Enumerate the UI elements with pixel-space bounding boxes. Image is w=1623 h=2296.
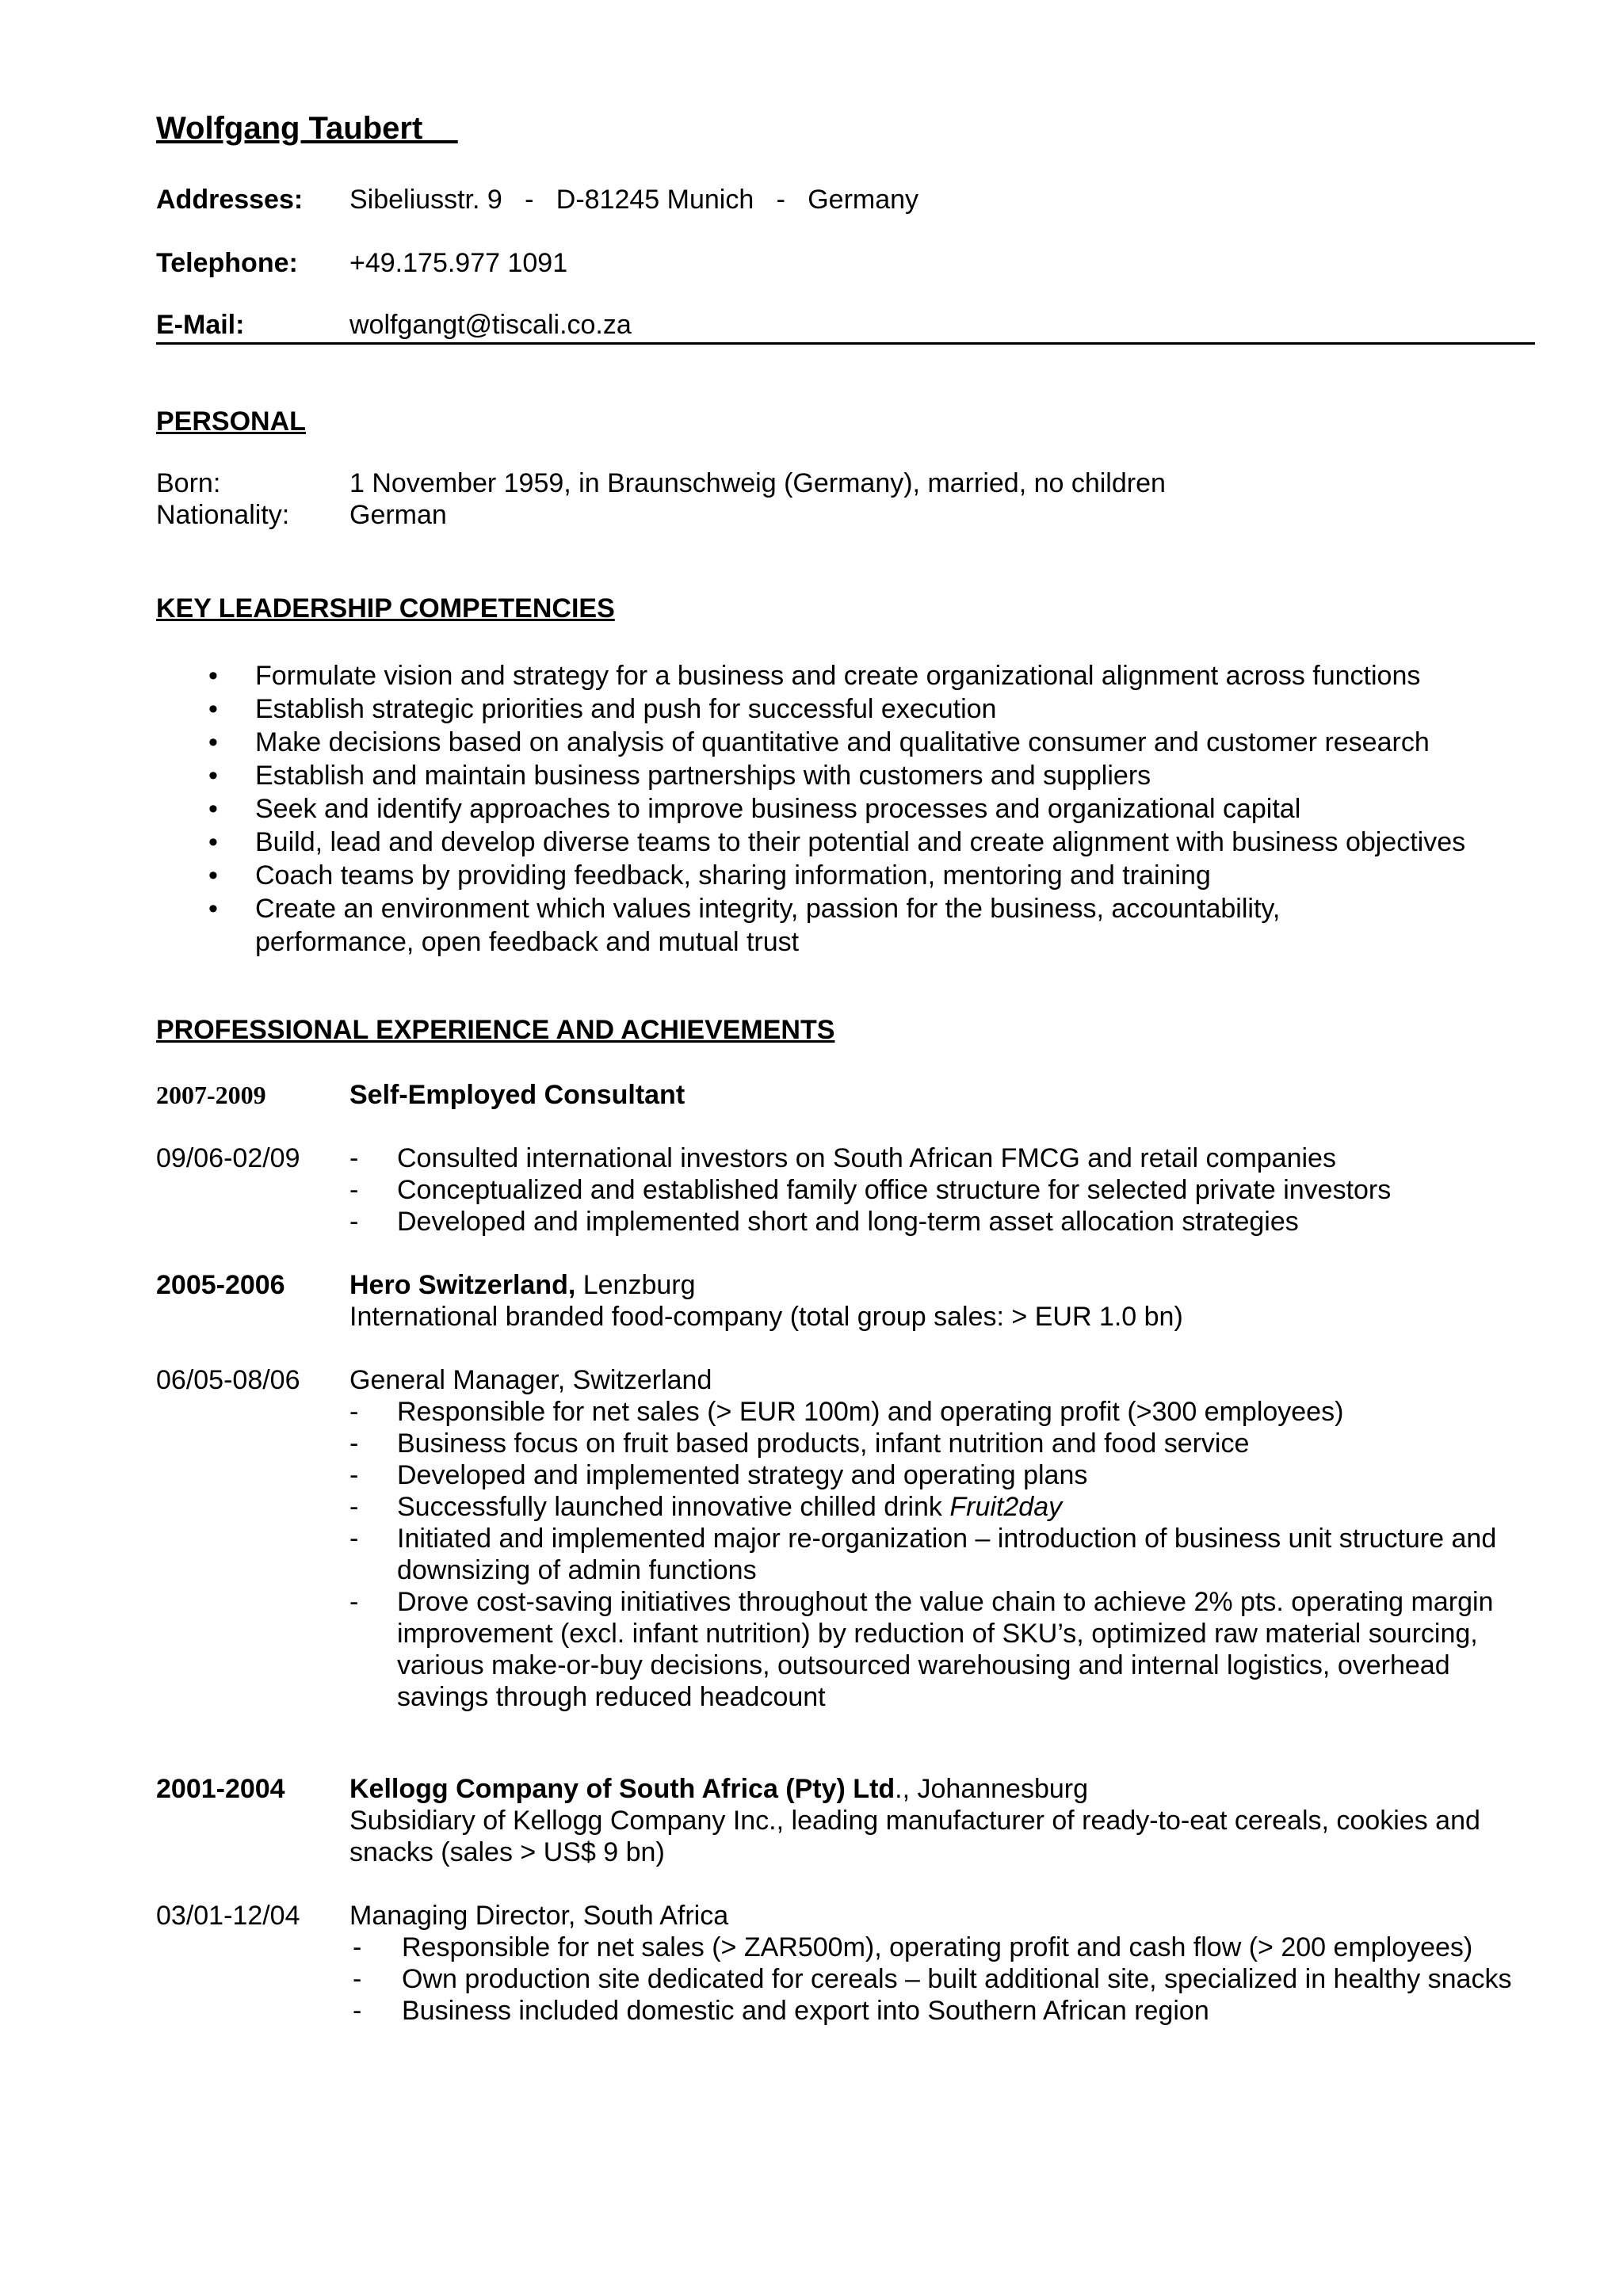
job2-period: 06/05-08/06	[156, 1365, 300, 1395]
telephone-row	[156, 247, 1535, 279]
list-item: • Seek and identify approaches to improve business processes and organizational capital	[208, 794, 1301, 824]
list-item: • Coach teams by providing feedback, sharing information, mentoring and training	[208, 860, 1211, 891]
list-item: • Establish strategic priorities and push for successful execution	[208, 694, 997, 724]
dash-icon: -	[349, 1460, 359, 1490]
address-row	[156, 184, 1535, 215]
list-item: - Initiated and implemented major re-organization – introduction of business unit structure and downsizing of admin functions	[349, 1524, 1497, 1585]
dash-icon: -	[349, 1207, 359, 1237]
job3-role: Managing Director, South Africa	[349, 1901, 729, 1931]
address-label: Addresses:	[156, 185, 304, 215]
dash-icon: -	[349, 1524, 359, 1554]
job2-company: Hero Switzerland,	[349, 1270, 576, 1300]
list-item: - Responsible for net sales (> ZAR500m), operating profit and cash flow (> 200 employees)	[353, 1932, 1473, 1962]
dash-icon: -	[349, 1428, 359, 1459]
nationality-label: Nationality:	[156, 500, 290, 530]
job2-location: Lenzburg	[575, 1270, 696, 1300]
job1-years: 2007-2009	[156, 1081, 266, 1109]
job3-title	[349, 1773, 1088, 1805]
bullet-icon: •	[208, 727, 218, 757]
dash-icon: -	[353, 1964, 362, 1994]
job3-years: 2001-2004	[156, 1774, 285, 1804]
bullet-icon: •	[208, 661, 218, 691]
list-item: - Consulted international investors on South African FMCG and retail companies	[349, 1143, 1336, 1173]
list-item: - Conceptualized and established family office structure for selected private investors	[349, 1175, 1392, 1205]
list-item: - Developed and implemented strategy and operating plans	[349, 1460, 1088, 1490]
list-item: - Responsible for net sales (> EUR 100m) and operating profit (>300 employees)	[349, 1397, 1344, 1427]
job1-list	[349, 1142, 1538, 1238]
job2-list	[349, 1396, 1538, 1713]
competencies-heading: KEY LEADERSHIP COMPETENCIES	[156, 593, 615, 624]
dash-icon: -	[349, 1492, 359, 1522]
list-item: - Drove cost-saving initiatives throughout the value chain to achieve 2% pts. operating margin improvement (excl. infant nutrition) by reduction of SKU’s, optimized raw material sourcing, various make-or-buy decisions, outsourced warehousing and internal logistics, overhead savings through reduced headcount	[349, 1587, 1494, 1712]
list-item: • Formulate vision and strategy for a business and create organizational alignment across functions	[208, 661, 1421, 691]
list-item: • Make decisions based on analysis of quantitative and qualitative consumer and customer research	[208, 727, 1430, 757]
list-item: • Create an environment which values integrity, passion for the business, accountability, performance, open feedback and mutual trust	[208, 894, 1281, 957]
job3-period: 03/01-12/04	[156, 1901, 300, 1931]
job1-title: Self-Employed Consultant	[349, 1080, 685, 1110]
list-item: • Establish and maintain business partnerships with customers and suppliers	[208, 761, 1151, 791]
born-value: 1 November 1959, in Braunschweig (Germany), married, no children	[349, 468, 1166, 498]
born-label: Born:	[156, 468, 221, 498]
dash-icon: -	[353, 1932, 362, 1962]
nationality-row	[156, 499, 1535, 531]
dash-icon: -	[349, 1143, 359, 1173]
list-item: - Business focus on fruit based products, infant nutrition and food service	[349, 1428, 1250, 1459]
bullet-icon: •	[208, 761, 218, 791]
competencies-list	[156, 659, 1535, 959]
list-item: - Successfully launched innovative chilled drink Fruit2day	[349, 1492, 1063, 1522]
job3-list	[349, 1932, 1538, 2027]
bullet-icon: •	[208, 827, 218, 857]
email-label: E-Mail:	[156, 310, 245, 340]
bullet-icon: •	[208, 794, 218, 824]
list-item: • Build, lead and develop diverse teams to their potential and create alignment with business objectives	[208, 827, 1466, 857]
address-value: Sibeliusstr. 9 - D-81245 Munich - Germany	[349, 185, 919, 215]
list-item: - Own production site dedicated for cereals – built additional site, specialized in healthy snacks	[353, 1964, 1512, 1994]
list-item: - Business included domestic and export into Southern African region	[353, 1996, 1209, 2026]
email-value: wolfgangt@tiscali.co.za	[349, 310, 632, 340]
list-item: - Developed and implemented short and long-term asset allocation strategies	[349, 1207, 1299, 1237]
job2-years: 2005-2006	[156, 1270, 285, 1300]
job2-description: International branded food-company (total group sales: > EUR 1.0 bn)	[349, 1302, 1183, 1332]
dash-icon: -	[349, 1175, 359, 1205]
job3-company: Kellogg Company of South Africa (Pty) Ltd	[349, 1774, 896, 1804]
experience-heading: PROFESSIONAL EXPERIENCE AND ACHIEVEMENTS	[156, 1015, 835, 1045]
job1-period: 09/06-02/09	[156, 1143, 300, 1173]
dash-icon: -	[349, 1397, 359, 1427]
job2-role: General Manager, Switzerland	[349, 1365, 712, 1395]
email-row	[156, 309, 1535, 341]
job3-location: ., Johannesburg	[895, 1774, 1089, 1804]
personal-heading: PERSONAL	[156, 406, 306, 437]
bullet-icon: •	[208, 694, 218, 724]
bullet-icon: •	[208, 894, 218, 924]
dash-icon: -	[349, 1587, 359, 1617]
telephone-label: Telephone:	[156, 248, 298, 278]
header-divider	[156, 342, 1535, 345]
job3-description: Subsidiary of Kellogg Company Inc., leading manufacturer of ready-to-eat cereals, cookies and snacks (sales > US$ 9 bn)	[349, 1806, 1480, 1867]
candidate-name: Wolfgang Taubert	[156, 111, 458, 146]
telephone-value: +49.175.977 1091	[349, 248, 568, 278]
nationality-value: German	[349, 500, 447, 530]
dash-icon: -	[353, 1996, 362, 2026]
bullet-icon: •	[208, 860, 218, 891]
product-name: Fruit2day	[949, 1492, 1063, 1522]
job2-title	[349, 1269, 696, 1301]
born-row	[156, 467, 1535, 499]
